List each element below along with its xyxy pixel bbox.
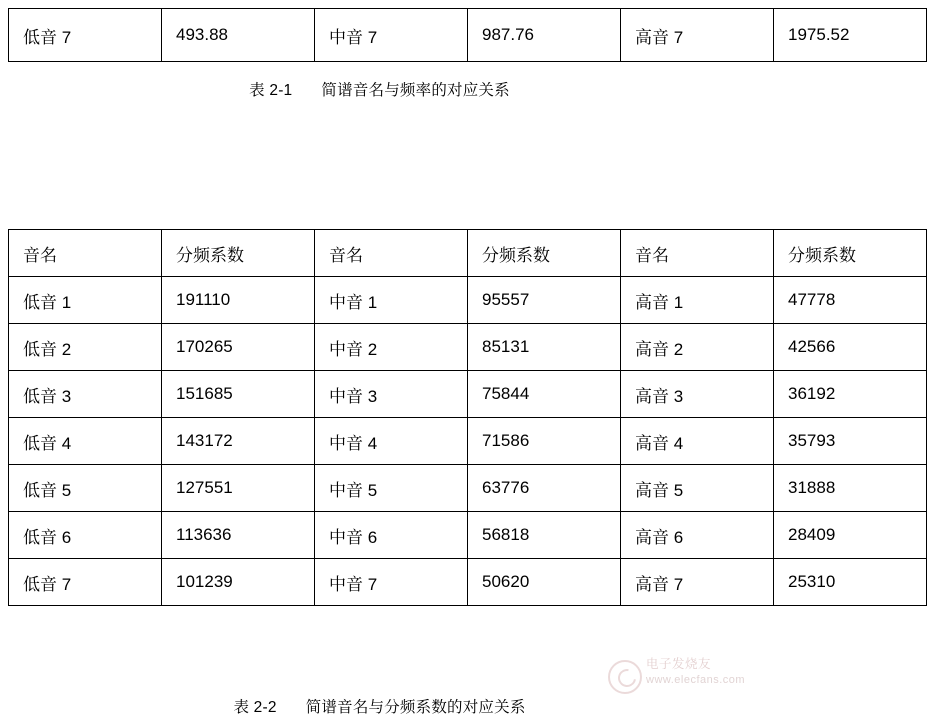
table-cell-divider-coefficient: 35793 [774, 418, 927, 465]
table-header-cell: 分频系数 [162, 230, 315, 277]
table-cell-note-name: 高音 7 [621, 9, 774, 62]
table-row [9, 277, 927, 324]
table-cell-note-name: 中音 6 [315, 512, 468, 559]
table-2-2-caption [0, 695, 759, 717]
table-cell-note-name: 低音 6 [9, 512, 162, 559]
table-cell-note-name: 中音 5 [315, 465, 468, 512]
table-cell-note-name: 高音 6 [621, 512, 774, 559]
table-cell-note-name: 低音 7 [9, 559, 162, 606]
table-row [9, 9, 927, 62]
elecfans-logo-icon [608, 660, 642, 694]
table-row [9, 559, 927, 606]
table-cell-note-name: 中音 3 [315, 371, 468, 418]
table-cell-divider-coefficient: 71586 [468, 418, 621, 465]
table-cell-divider-coefficient: 56818 [468, 512, 621, 559]
table-cell-note-name: 中音 1 [315, 277, 468, 324]
table-cell-divider-coefficient: 25310 [774, 559, 927, 606]
table-cell-divider-coefficient: 75844 [468, 371, 621, 418]
table-cell-divider-coefficient: 113636 [162, 512, 315, 559]
table-cell-note-name: 高音 3 [621, 371, 774, 418]
table-cell-divider-coefficient: 101239 [162, 559, 315, 606]
table-cell-divider-coefficient: 47778 [774, 277, 927, 324]
table-2-1-caption-label: 表 2-1 [249, 82, 293, 99]
table-2-1-caption-text: 简谱音名与频率的对应关系 [321, 82, 510, 99]
table-cell-divider-coefficient: 170265 [162, 324, 315, 371]
table-cell-divider-coefficient: 50620 [468, 559, 621, 606]
table-cell-note-name: 低音 2 [9, 324, 162, 371]
table-cell-note-name: 高音 4 [621, 418, 774, 465]
table-cell-note-name: 高音 1 [621, 277, 774, 324]
table-cell-note-name: 高音 5 [621, 465, 774, 512]
table-header-cell: 分频系数 [774, 230, 927, 277]
table-cell-note-name: 低音 4 [9, 418, 162, 465]
table-cell-divider-coefficient: 42566 [774, 324, 927, 371]
table-cell-divider-coefficient: 143172 [162, 418, 315, 465]
table-row [9, 465, 927, 512]
table-cell-note-name: 高音 2 [621, 324, 774, 371]
table-cell-note-name: 低音 1 [9, 277, 162, 324]
table-cell-note-name: 中音 7 [315, 559, 468, 606]
table-cell-note-name: 中音 4 [315, 418, 468, 465]
table-cell-note-name: 高音 7 [621, 559, 774, 606]
table-2-2 [8, 229, 927, 606]
table-cell-divider-coefficient: 151685 [162, 371, 315, 418]
table-cell-frequency: 987.76 [468, 9, 621, 62]
table-row [9, 512, 927, 559]
table-cell-divider-coefficient: 127551 [162, 465, 315, 512]
table-cell-divider-coefficient: 85131 [468, 324, 621, 371]
table-header-cell: 音名 [621, 230, 774, 277]
table-cell-note-name: 中音 7 [315, 9, 468, 62]
table-cell-divider-coefficient: 95557 [468, 277, 621, 324]
table-2-1-caption [0, 78, 759, 100]
table-cell-note-name: 中音 2 [315, 324, 468, 371]
table-cell-note-name: 低音 7 [9, 9, 162, 62]
table-header-cell: 分频系数 [468, 230, 621, 277]
table-cell-note-name: 低音 5 [9, 465, 162, 512]
table-cell-divider-coefficient: 36192 [774, 371, 927, 418]
table-cell-divider-coefficient: 31888 [774, 465, 927, 512]
table-cell-note-name: 低音 3 [9, 371, 162, 418]
table-row [9, 324, 927, 371]
table-row [9, 371, 927, 418]
table-row [9, 418, 927, 465]
table-header-row [9, 230, 927, 277]
table-cell-divider-coefficient: 191110 [162, 277, 315, 324]
table-2-2-caption-label: 表 2-2 [233, 699, 277, 716]
table-header-cell: 音名 [315, 230, 468, 277]
watermark-name: 电子发烧友 [646, 657, 712, 671]
watermark-url: www.elecfans.com [646, 674, 746, 686]
table-cell-divider-coefficient: 63776 [468, 465, 621, 512]
table-cell-divider-coefficient: 28409 [774, 512, 927, 559]
table-cell-frequency: 1975.52 [774, 9, 927, 62]
table-cell-frequency: 493.88 [162, 9, 315, 62]
table-2-1-partial [8, 8, 927, 62]
table-2-2-caption-text: 简谱音名与分频系数的对应关系 [305, 699, 526, 716]
table-header-cell: 音名 [9, 230, 162, 277]
